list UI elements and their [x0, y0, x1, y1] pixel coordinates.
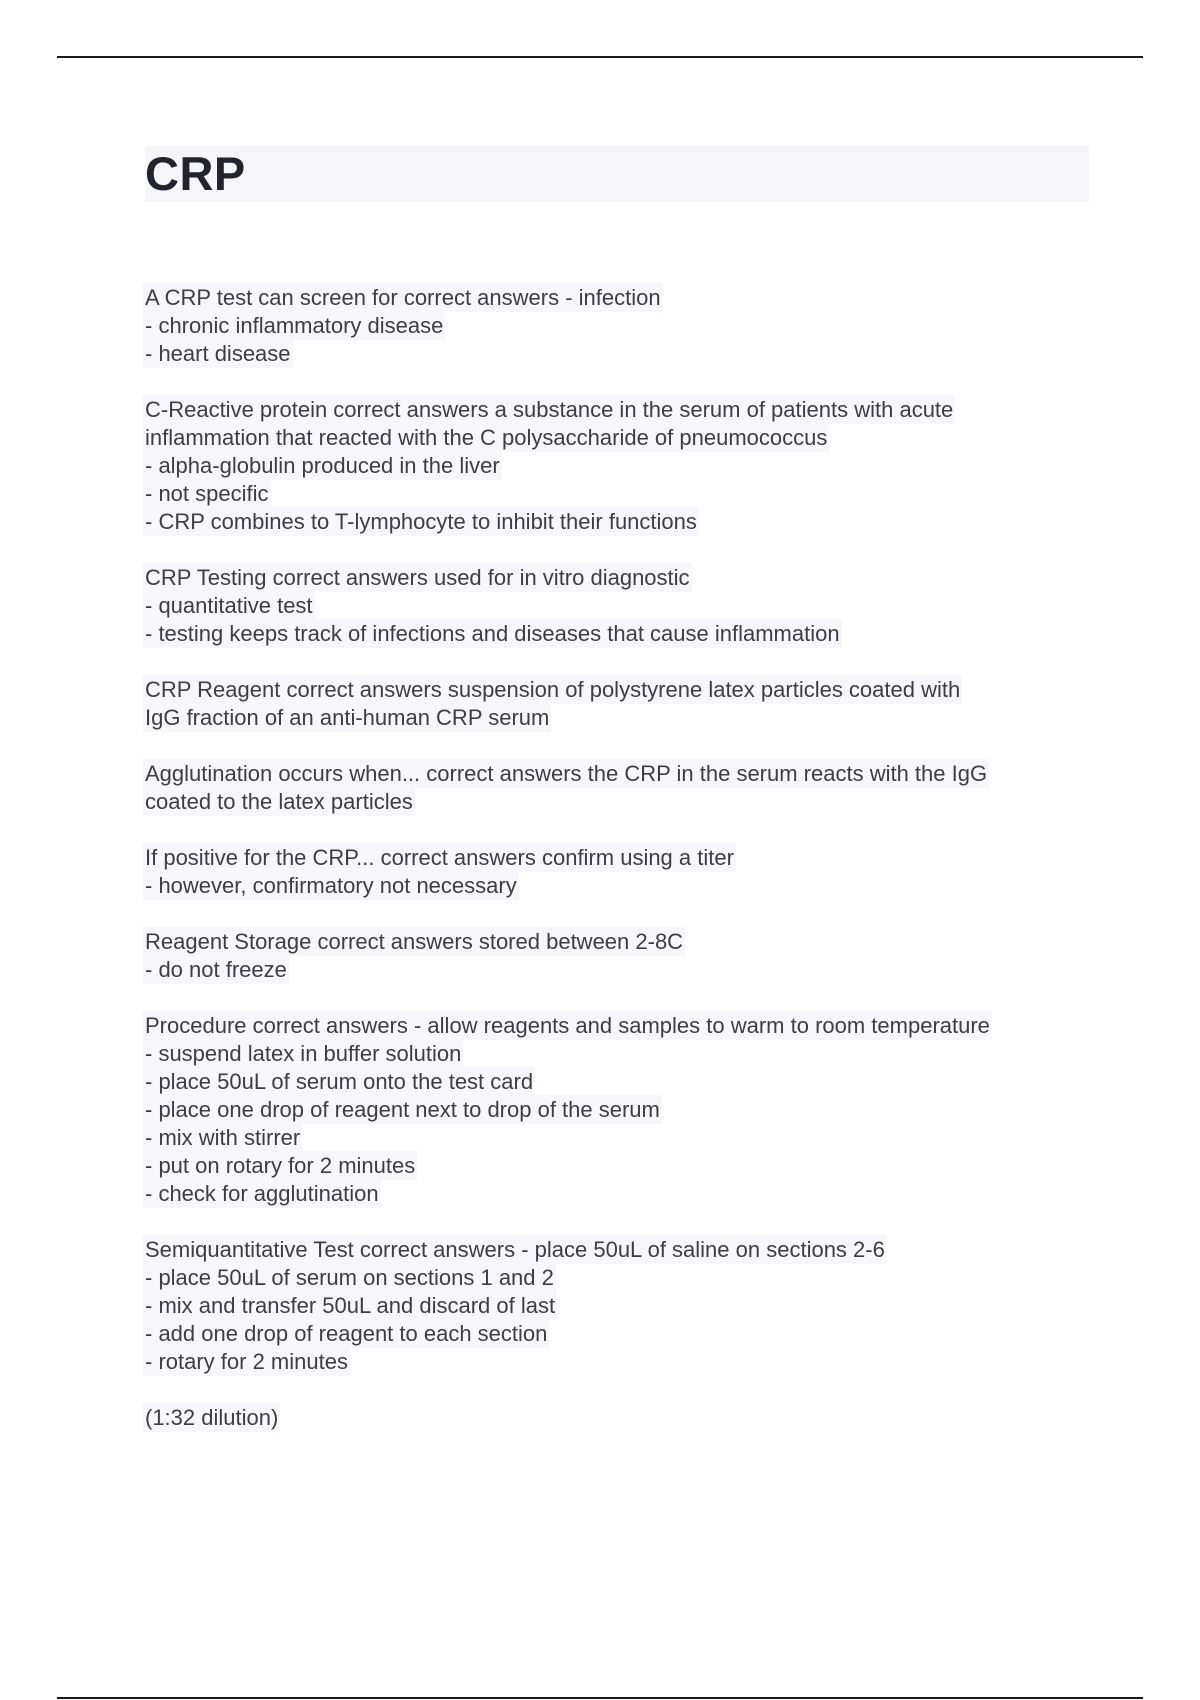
page-title: CRP — [145, 147, 246, 200]
qa-block-agglutination — [145, 760, 1105, 816]
text-line: Agglutination occurs when... correct answers the CRP in the serum reacts with the IgG — [145, 761, 988, 786]
text-line: Semiquantitative Test correct answers - place 50uL of saline on sections 2-6 — [145, 1237, 885, 1262]
text-line: (1:32 dilution) — [145, 1405, 279, 1430]
text-line: - mix with stirrer — [145, 1125, 301, 1150]
qa-block-reagent-storage — [145, 928, 1105, 984]
qa-block-crp-screening — [145, 284, 1105, 368]
footer-rule — [57, 1697, 1143, 1699]
qa-block-procedure — [145, 1012, 1105, 1208]
text-line: - testing keeps track of infections and diseases that cause inflammation — [145, 621, 840, 646]
text-line: Reagent Storage correct answers stored between 2-8C — [145, 929, 684, 954]
text-line: inflammation that reacted with the C polysaccharide of pneumococcus — [145, 425, 828, 450]
text-line: - do not freeze — [145, 957, 287, 982]
qa-block-c-reactive-protein — [145, 396, 1105, 536]
dilution-note — [145, 1404, 1105, 1432]
text-line: - place 50uL of serum onto the test card — [145, 1069, 534, 1094]
text-line: CRP Testing correct answers used for in vitro diagnostic — [145, 565, 690, 590]
header-rule — [57, 56, 1143, 58]
qa-block-crp-testing — [145, 564, 1105, 648]
qa-block-semiquantitative-test — [145, 1236, 1105, 1376]
text-line: - place one drop of reagent next to drop of the serum — [145, 1097, 660, 1122]
title-highlight — [145, 146, 1089, 202]
text-line: - put on rotary for 2 minutes — [145, 1153, 416, 1178]
text-line: A CRP test can screen for correct answers - infection — [145, 285, 661, 310]
qa-block-positive-crp — [145, 844, 1105, 900]
text-line: coated to the latex particles — [145, 789, 413, 814]
document-body — [145, 284, 1105, 1460]
text-line: - CRP combines to T-lymphocyte to inhibit their functions — [145, 509, 697, 534]
text-line: - suspend latex in buffer solution — [145, 1041, 462, 1066]
text-line: - quantitative test — [145, 593, 313, 618]
text-line: C-Reactive protein correct answers a substance in the serum of patients with acute — [145, 397, 954, 422]
text-line: - check for agglutination — [145, 1181, 379, 1206]
text-line: - rotary for 2 minutes — [145, 1349, 348, 1374]
text-line: - chronic inflammatory disease — [145, 313, 444, 338]
qa-block-crp-reagent — [145, 676, 1105, 732]
text-line: If positive for the CRP... correct answers confirm using a titer — [145, 845, 734, 870]
text-line: CRP Reagent correct answers suspension of polystyrene latex particles coated with — [145, 677, 961, 702]
text-line: IgG fraction of an anti-human CRP serum — [145, 705, 550, 730]
text-line: - mix and transfer 50uL and discard of last — [145, 1293, 556, 1318]
text-line: - heart disease — [145, 341, 291, 366]
text-line: - not specific — [145, 481, 269, 506]
text-line: - however, confirmatory not necessary — [145, 873, 517, 898]
text-line: - add one drop of reagent to each section — [145, 1321, 548, 1346]
text-line: Procedure correct answers - allow reagents and samples to warm to room temperature — [145, 1013, 990, 1038]
text-line: - place 50uL of serum on sections 1 and 2 — [145, 1265, 554, 1290]
text-line: - alpha-globulin produced in the liver — [145, 453, 500, 478]
